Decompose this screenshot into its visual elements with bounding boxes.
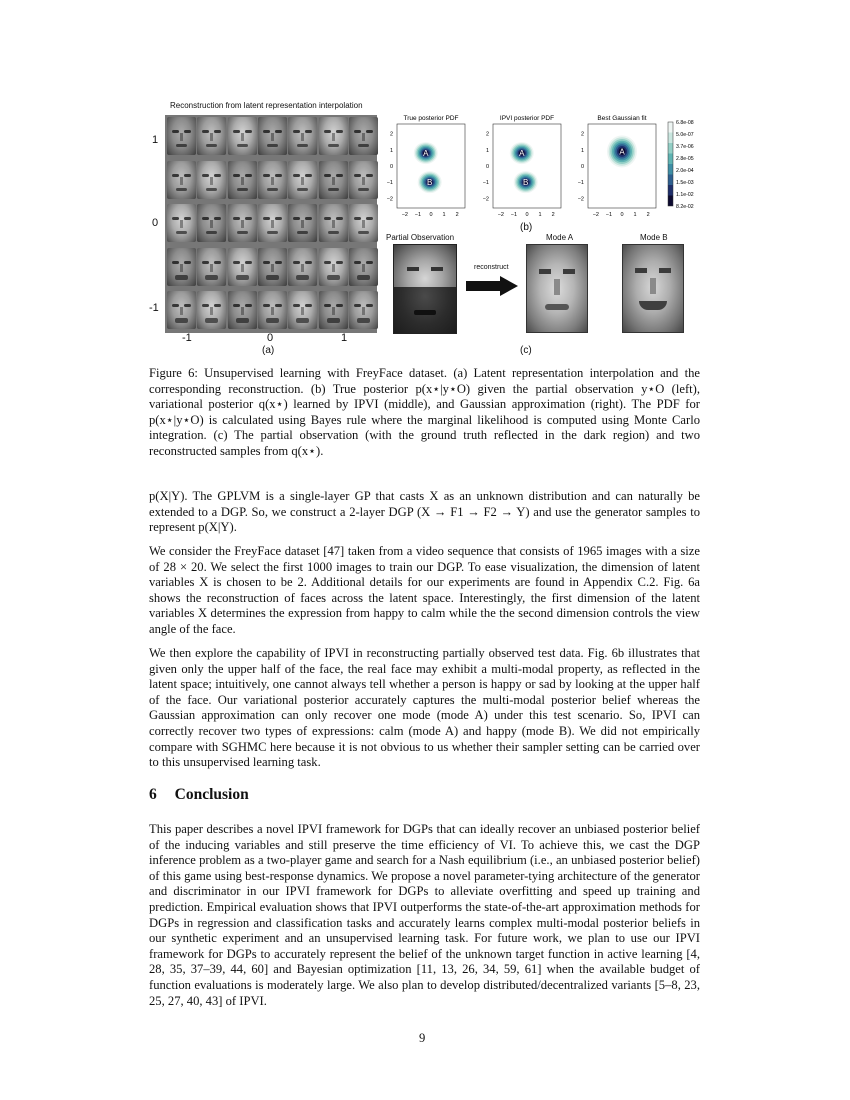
face-grid [165, 115, 377, 333]
y-tick-label: −1 [386, 180, 393, 187]
y-tick-label: 2 [389, 131, 393, 138]
partial-observation-image [393, 244, 457, 334]
colorbar-tick-label: 1.5e-03 [676, 180, 694, 186]
face-thumbnail [258, 117, 287, 155]
colorbar-tick-label: 1.1e-02 [676, 192, 694, 198]
mode-a-reconstruction [526, 244, 588, 333]
colorbar-tick-label: 5.0e-07 [676, 132, 694, 138]
section-number: 6 [149, 786, 157, 803]
colorbar-tick-label: 6.8e-08 [676, 120, 694, 126]
y-tick-label: 1 [580, 147, 584, 154]
x-tick-label: 0 [429, 212, 433, 218]
face-thumbnail [288, 161, 317, 199]
panel-a-xtick: 0 [267, 332, 274, 344]
face-thumbnail [288, 117, 317, 155]
panel-a-ytick: 1 [152, 134, 159, 146]
face-thumbnail [167, 117, 196, 155]
panel-a-ytick: -1 [149, 302, 159, 314]
face-thumbnail [319, 117, 348, 155]
face-thumbnail [349, 248, 378, 286]
section-heading [149, 786, 249, 804]
colorbar-segment [668, 143, 673, 154]
x-tick-label: −2 [497, 212, 504, 218]
face-thumbnail [258, 291, 287, 329]
mode-a-title: Mode A [546, 233, 574, 242]
y-tick-label: 1 [389, 147, 393, 154]
y-tick-label: −2 [386, 196, 393, 203]
y-tick-label: 0 [580, 164, 584, 170]
colorbar-segment [668, 164, 673, 175]
y-tick-label: −1 [577, 180, 584, 187]
x-tick-label: 1 [442, 212, 446, 218]
reconstruct-arrow-label: reconstruct [474, 264, 509, 271]
colorbar-segment [668, 175, 673, 186]
face-thumbnail [319, 161, 348, 199]
x-tick-label: −1 [510, 212, 518, 218]
partial-observation-title: Partial Observation [386, 233, 455, 242]
panel-a-ytick: 0 [152, 217, 159, 229]
y-tick-label: −1 [482, 180, 489, 187]
face-thumbnail [228, 117, 257, 155]
x-tick-label: 1 [538, 212, 542, 218]
paragraph-conclusion: This paper describes a novel IPVI framework for DGPs that can ideally recover an unbiased posterior belief of the inducing variables and still preserve the time efficiency of VI. To achieve this, we cast the DGP inference problem as a two-player game and search for a Nash equilibrium (i.e., an unbiased posterior belief) of this game using best-response dynamics. We propose a novel parameter-tying architecture of the generator and discriminator in our IPVI framework for DGPs to alleviate overfitting and speed up training and prediction. Empirical evaluation shows that IPVI outperforms the state-of-the-art approximation methods for DGPs in regression and classification tasks and accurately learns complex multi-modal posterior beliefs in our synthetic experiment and an unsupervised learning task. For future work, we plan to use our IPVI framework for DGPs to accurately represent the belief of the unknown target function in active learning [4, 28, 35, 37–39, 44, 60] and Bayesian optimization [11, 13, 26, 34, 59, 61] when the available budget of function evaluations is moderately large. We also plan to develop distributed/decentralized variants [5–8, 23, 25, 27, 40, 43] of IPVI. [149, 822, 700, 1008]
colorbar-segment [668, 154, 673, 165]
colorbar-segment [668, 196, 673, 207]
x-tick-label: 1 [633, 212, 637, 218]
colorbar-segment [668, 185, 673, 196]
face-thumbnail [197, 248, 226, 286]
plot-frame [493, 124, 561, 208]
y-tick-label: 2 [485, 131, 489, 138]
face-thumbnail [197, 117, 226, 155]
face-thumbnail [258, 248, 287, 286]
face-thumbnail [288, 204, 317, 242]
y-tick-label: −2 [482, 196, 489, 203]
mode-label: A [519, 149, 525, 159]
colorbar-tick-label: 8.2e-02 [676, 204, 694, 210]
x-tick-label: −2 [401, 212, 408, 218]
x-tick-label: −2 [592, 212, 599, 218]
face-thumbnail [167, 161, 196, 199]
face-thumbnail [319, 248, 348, 286]
face-thumbnail [197, 291, 226, 329]
plot-title: True posterior PDF [403, 115, 459, 122]
mode-label: A [423, 149, 429, 159]
y-tick-label: −2 [577, 196, 584, 203]
plot-title: Best Gaussian fit [597, 115, 647, 122]
plot-frame [397, 124, 465, 208]
face-thumbnail [228, 161, 257, 199]
y-tick-label: 2 [580, 131, 584, 138]
paragraph-gplvm: p(X|Y). The GPLVM is a single-layer GP that casts X as an unknown distribution and can naturally be extended to a DGP. So, we construct a 2-layer DGP (X → F1 → F2 → Y) and use the generator samples to represent p(X|Y). [149, 489, 700, 535]
page-number: 9 [419, 1031, 426, 1045]
x-tick-label: 0 [620, 212, 624, 218]
panel-a-xtick: -1 [182, 332, 192, 344]
face-thumbnail [258, 204, 287, 242]
reconstruct-arrow-icon [466, 276, 518, 296]
face-thumbnail [319, 291, 348, 329]
plot-title: IPVI posterior PDF [499, 115, 555, 122]
face-thumbnail [167, 291, 196, 329]
figure-caption: Figure 6: Unsupervised learning with FreyFace dataset. (a) Latent representation interpolation and the corresponding reconstruction. (b) True posterior p(x⋆|y⋆O) given the partial observation y⋆O (left), variational posterior q(x⋆) learned by IPVI (middle), and Gaussian approximation (right). The PDF for p(x⋆|y⋆O) is calculated using Bayes rule where the marginal likelihood is computed using Monte Carlo integration. (c) The partial observation (with the ground truth reflected in the dark region) and two reconstructed samples from q(x⋆). [149, 366, 700, 458]
x-tick-label: −1 [414, 212, 422, 218]
posterior-contour-plots [370, 110, 700, 235]
paragraph-partial-observation: We then explore the capability of IPVI in reconstructing partially observed test data. Fig. 6b illustrates that given only the upper half of the face, the real face may exhibit a multi-modal property, as reflected in the latent space; intuitively, one cannot always tell whether a person is happy or sad by looking at the upper half of the face. Our variational posterior accurately captures the multi-modal posterior belief whereas the Gaussian approximation can only recover one mode (mode A) under this test scenario. So, IPVI can correctly recover two types of expressions: calm (mode A) and happy (mode B). We did not empirically compare with SGHMC here because it is not obvious to us whether their sampler setting can be carried over to this unsupervised learning task. [149, 646, 700, 770]
colorbar-tick-label: 2.0e-04 [676, 168, 694, 174]
x-tick-label: 0 [525, 212, 529, 218]
face-thumbnail [288, 248, 317, 286]
mode-label: B [427, 178, 433, 188]
face-thumbnail [167, 248, 196, 286]
mode-label: B [523, 178, 529, 188]
paragraph-freyface: We consider the FreyFace dataset [47] taken from a video sequence that consists of 1965 images with a size of 28 × 20. We select the first 1000 images to train our DGP. To ease visualization, the dimension of latent variables X is chosen to be 2. Additional details for our experiments are found in Appendix C.2. Fig. 6a shows the reconstruction of faces across the latent space. Interestingly, the first dimension of the latent variables X determines the expression from happy to calm while the the second dimension controls the view angle of the face. [149, 544, 700, 636]
colorbar-segment [668, 133, 673, 144]
x-tick-label: 2 [551, 212, 555, 218]
colorbar-tick-label: 2.8e-05 [676, 156, 694, 162]
panel-c-label: (c) [520, 345, 532, 356]
face-thumbnail [288, 291, 317, 329]
panel-a-title: Reconstruction from latent representation interpolation [170, 101, 363, 110]
y-tick-label: 0 [485, 164, 489, 170]
mode-label: A [619, 147, 625, 157]
face-thumbnail [228, 291, 257, 329]
mode-b-title: Mode B [640, 233, 668, 242]
face-thumbnail [197, 161, 226, 199]
section-title: Conclusion [174, 786, 249, 803]
x-tick-label: 2 [455, 212, 459, 218]
y-tick-label: 0 [389, 164, 393, 170]
face-thumbnail [167, 204, 196, 242]
face-thumbnail [228, 248, 257, 286]
colorbar-tick-label: 3.7e-06 [676, 144, 694, 150]
x-tick-label: 2 [646, 212, 650, 218]
face-thumbnail [197, 204, 226, 242]
face-thumbnail [228, 204, 257, 242]
panel-a-label: (a) [262, 345, 275, 356]
face-thumbnail [258, 161, 287, 199]
face-thumbnail [319, 204, 348, 242]
mode-b-reconstruction [622, 244, 684, 333]
panel-b-label: (b) [520, 222, 533, 233]
face-thumbnail [349, 291, 378, 329]
y-tick-label: 1 [485, 147, 489, 154]
panel-a-xtick: 1 [341, 332, 348, 344]
colorbar-segment [668, 122, 673, 133]
x-tick-label: −1 [605, 212, 613, 218]
